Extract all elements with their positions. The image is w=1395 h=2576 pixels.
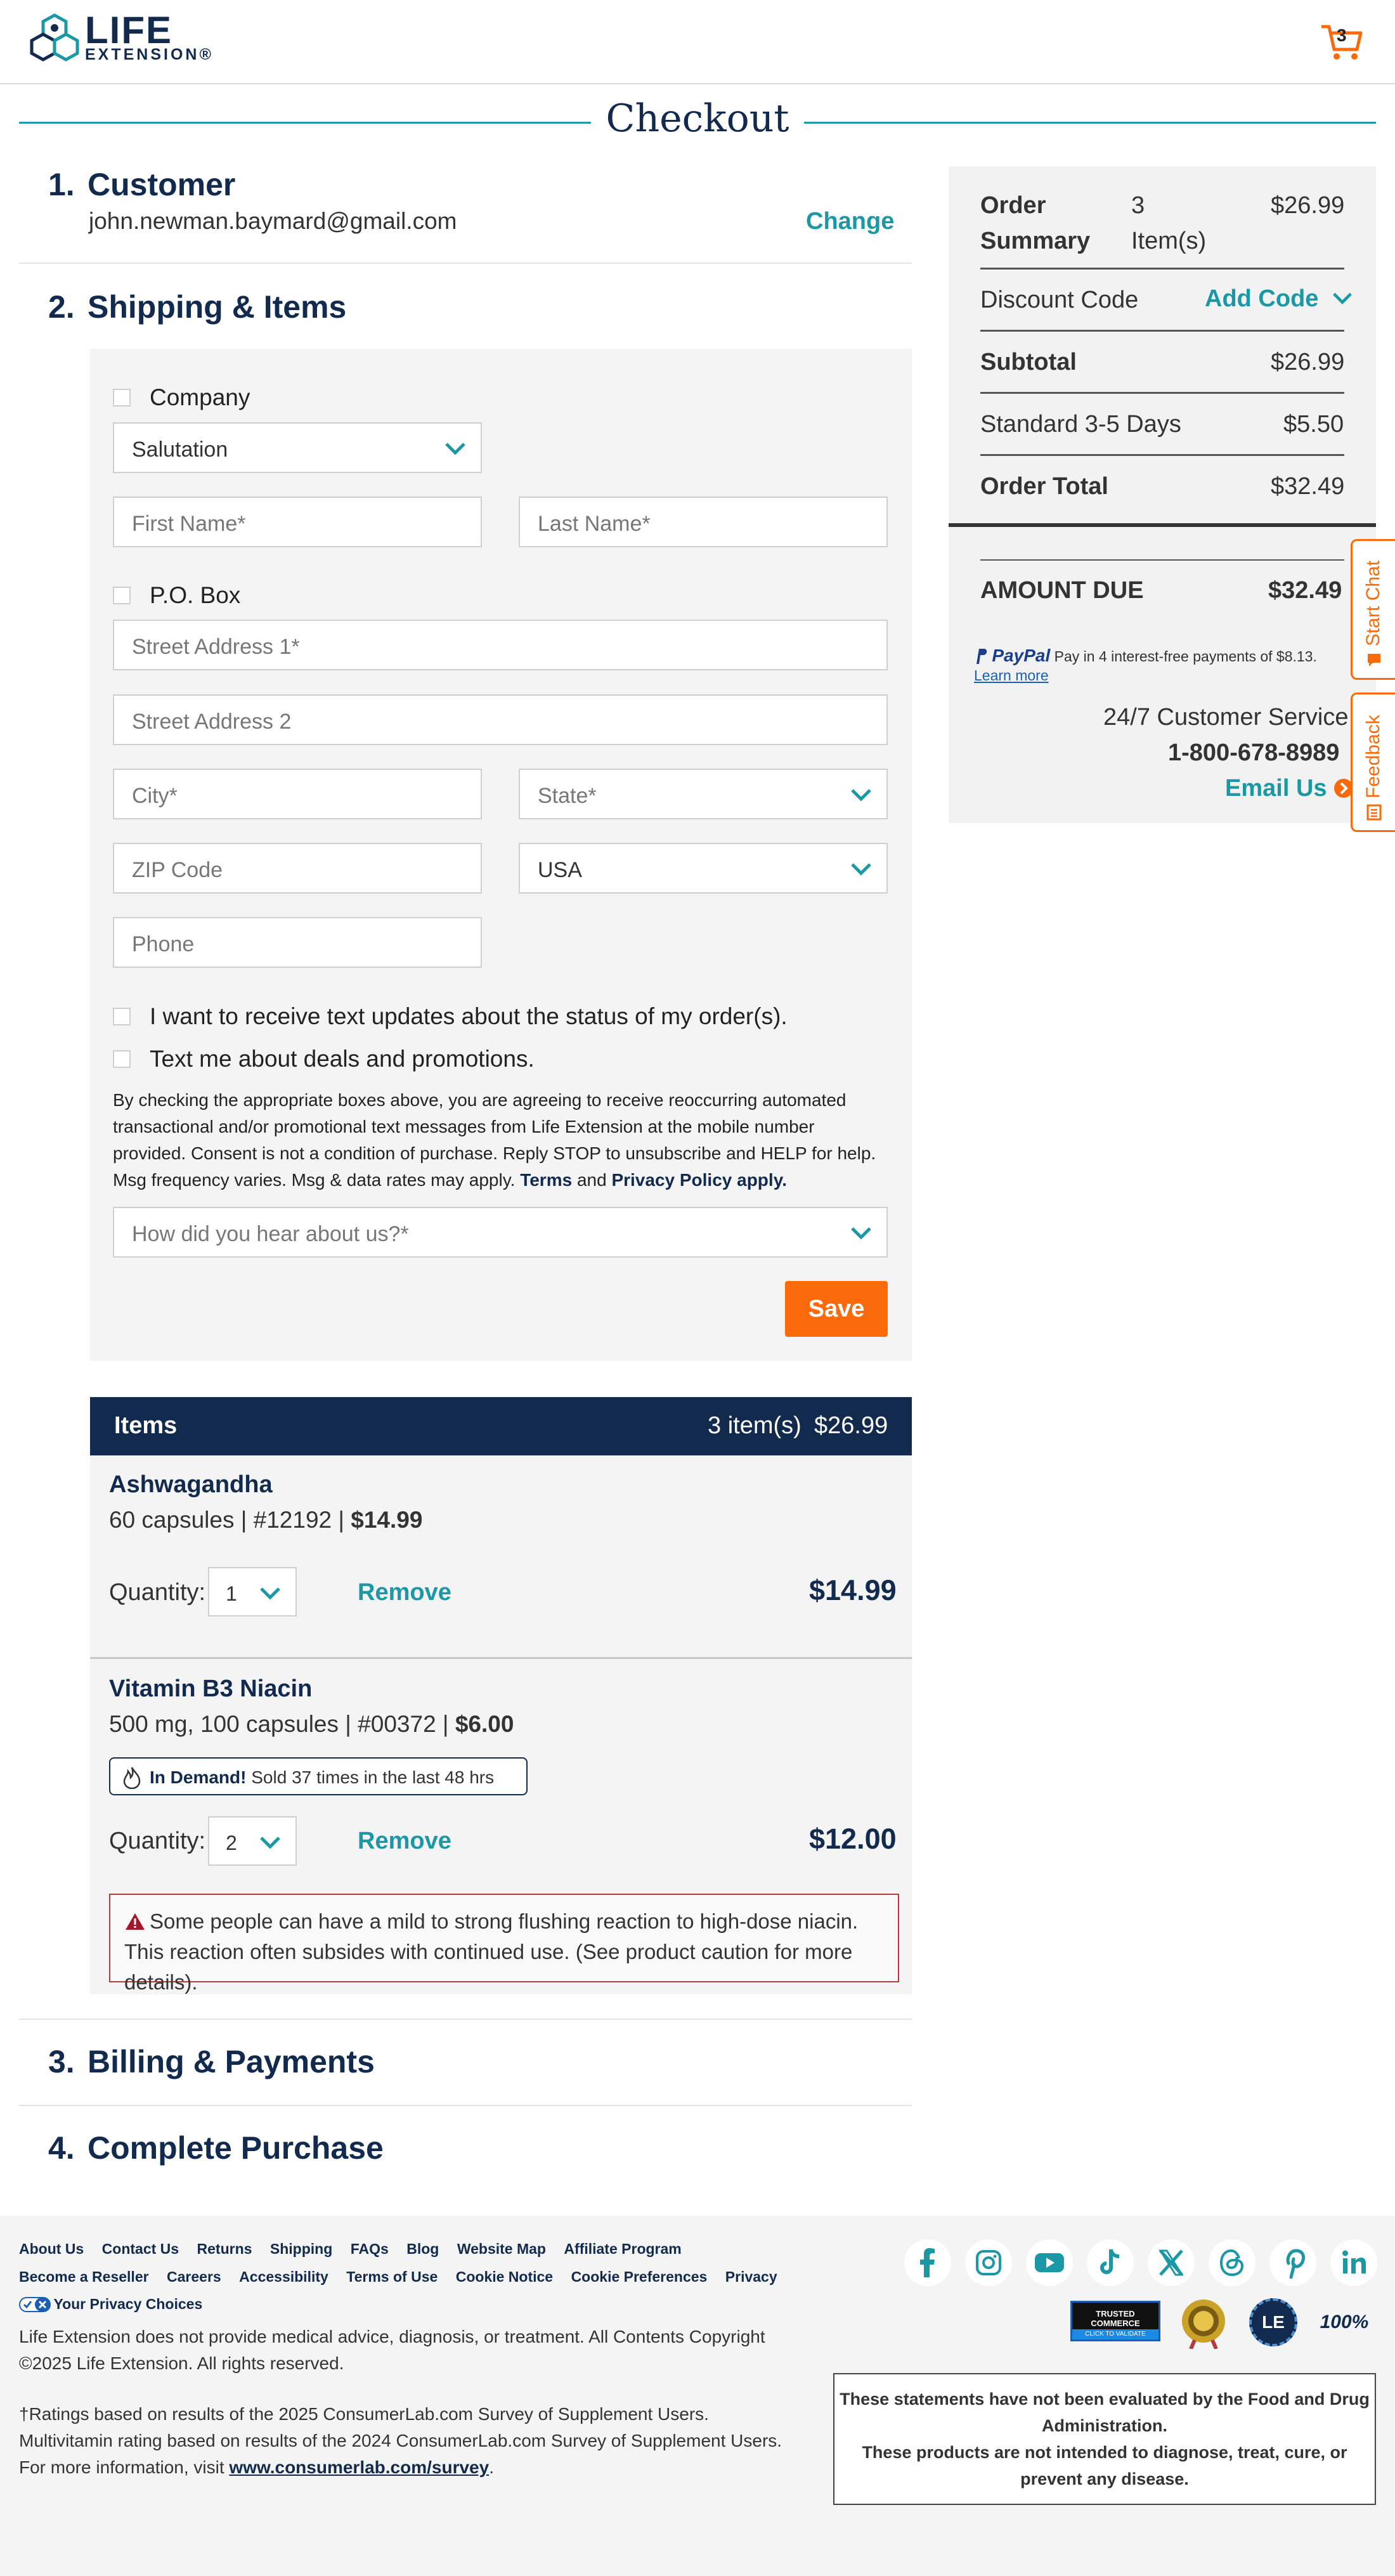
text-deals-label: Text me about deals and promotions. bbox=[150, 1046, 535, 1072]
fda-disclaimer-box bbox=[833, 2373, 1376, 2505]
country-select[interactable] bbox=[519, 843, 888, 894]
add-code-label: Add Code bbox=[1205, 285, 1319, 312]
hear-about-select[interactable] bbox=[113, 1207, 888, 1258]
remove-item-button[interactable]: Remove bbox=[358, 1828, 451, 1854]
items-header bbox=[90, 1397, 912, 1455]
po-box-checkbox[interactable] bbox=[113, 587, 131, 604]
threads-icon[interactable] bbox=[1209, 2239, 1256, 2286]
feedback-tab[interactable] bbox=[1351, 693, 1395, 832]
item-detail bbox=[109, 1507, 422, 1533]
item-unit-price: $6.00 bbox=[455, 1711, 514, 1737]
footer-links-row-2 bbox=[19, 2268, 777, 2286]
trusted-commerce-badge[interactable] bbox=[1070, 2301, 1160, 2341]
logo-icon[interactable] bbox=[29, 13, 80, 63]
disclaimer-line-2: ©2025 Life Extension. All rights reserved. bbox=[19, 2353, 344, 2373]
step-title-complete: Complete Purchase bbox=[88, 2130, 384, 2166]
summary-rule bbox=[980, 559, 1344, 561]
feedback-label: Feedback bbox=[1363, 715, 1384, 798]
ratings-line-3-text: For more information, visit bbox=[19, 2457, 230, 2477]
text-deals-checkbox[interactable] bbox=[113, 1050, 131, 1068]
trusted-validate: CLICK TO VALIDATE bbox=[1072, 2329, 1158, 2339]
footer-link-affiliate[interactable]: Affiliate Program bbox=[564, 2241, 682, 2257]
flame-icon bbox=[122, 1766, 142, 1789]
summary-rule bbox=[980, 392, 1344, 394]
save-button[interactable]: Save bbox=[785, 1281, 888, 1337]
sms-consent-text bbox=[113, 1087, 886, 1194]
state-placeholder: State* bbox=[538, 784, 597, 808]
start-chat-label: Start Chat bbox=[1363, 560, 1384, 646]
ratings-line-2: Multivitamin rating based on results of the 2024 ConsumerLab.com Survey of Supplement Users. bbox=[19, 2431, 782, 2450]
privacy-choices-link[interactable] bbox=[19, 2296, 202, 2313]
summary-rule bbox=[980, 454, 1344, 456]
po-box-label: P.O. Box bbox=[150, 582, 241, 608]
footer-link-cookie-notice[interactable]: Cookie Notice bbox=[455, 2268, 554, 2285]
ratings-line-1: †Ratings based on results of the 2025 ConsumerLab.com Survey of Supplement Users. bbox=[19, 2404, 709, 2424]
footer-link-about[interactable]: About Us bbox=[19, 2241, 84, 2257]
subtotal-value: $26.99 bbox=[1271, 349, 1345, 375]
start-chat-tab[interactable] bbox=[1351, 539, 1395, 680]
zip-placeholder: ZIP Code bbox=[132, 858, 223, 882]
shipping-cost-value: $5.50 bbox=[1283, 411, 1344, 438]
footer-link-privacy[interactable]: Privacy bbox=[725, 2268, 777, 2285]
paypal-brand: PayPal bbox=[992, 646, 1051, 665]
chat-icon bbox=[1365, 651, 1383, 669]
in-demand-label: In Demand! bbox=[150, 1767, 247, 1787]
order-summary-title bbox=[980, 188, 1090, 259]
in-demand-text: Sold 37 times in the last 48 hrs bbox=[251, 1767, 495, 1787]
subtotal-label: Subtotal bbox=[980, 349, 1077, 375]
chevron-down-icon bbox=[850, 788, 873, 802]
fda-line-4: prevent any disease. bbox=[1020, 2469, 1189, 2488]
customer-email: john.newman.baymard@gmail.com bbox=[89, 208, 457, 234]
item-line-total: $14.99 bbox=[809, 1574, 897, 1606]
hear-about-placeholder: How did you hear about us?* bbox=[132, 1222, 409, 1246]
chevron-down-icon bbox=[850, 1226, 873, 1240]
amount-due-value: $32.49 bbox=[1268, 577, 1342, 604]
cart-count-badge[interactable]: 3 bbox=[1337, 25, 1347, 45]
quantity-select[interactable] bbox=[208, 1816, 297, 1866]
chevron-down-icon bbox=[259, 1586, 282, 1600]
chevron-down-icon bbox=[259, 1835, 282, 1849]
chevron-down-icon bbox=[444, 441, 467, 455]
footer-link-accessibility[interactable]: Accessibility bbox=[239, 2268, 328, 2285]
youtube-icon[interactable] bbox=[1026, 2239, 1073, 2286]
paypal-learn-more-link[interactable]: Learn more bbox=[974, 667, 1049, 684]
last-name-placeholder: Last Name* bbox=[538, 512, 651, 536]
quantity-label: Quantity: bbox=[109, 1828, 206, 1854]
paypal-pay-in-4 bbox=[974, 646, 1380, 684]
summary-items-total: $26.99 bbox=[1271, 192, 1345, 219]
country-value: USA bbox=[538, 858, 582, 882]
street1-placeholder: Street Address 1* bbox=[132, 635, 300, 659]
customer-service-phone[interactable]: 1-800-678-8989 bbox=[1168, 739, 1340, 766]
step-number-billing: 3. bbox=[48, 2044, 75, 2079]
privacy-choices-icon bbox=[19, 2297, 51, 2312]
state-select[interactable] bbox=[519, 769, 888, 819]
logo-text[interactable]: LIFE bbox=[85, 9, 172, 51]
step-number-shipping: 2. bbox=[48, 289, 75, 325]
award-medal-icon[interactable] bbox=[1178, 2297, 1229, 2349]
change-customer-link[interactable]: Change bbox=[806, 208, 895, 235]
logo-subtext[interactable]: EXTENSION® bbox=[85, 46, 214, 63]
item-detail bbox=[109, 1711, 514, 1738]
company-label: Company bbox=[150, 384, 250, 410]
disclaimer-line-1: Life Extension does not provide medical advice, diagnosis, or treatment. All Contents Copyright bbox=[19, 2327, 765, 2346]
street2-placeholder: Street Address 2 bbox=[132, 710, 292, 734]
fda-line-1: These statements have not been evaluated by the Food and Drug bbox=[840, 2390, 1370, 2409]
email-us-label: Email Us bbox=[1225, 775, 1327, 802]
salutation-value: Salutation bbox=[132, 438, 228, 462]
ratings-note bbox=[19, 2401, 782, 2481]
quantity-value: 2 bbox=[226, 1831, 237, 1854]
quantity-value: 1 bbox=[226, 1582, 237, 1605]
footer-link-terms[interactable]: Terms of Use bbox=[346, 2268, 438, 2285]
footer-link-contact[interactable]: Contact Us bbox=[101, 2241, 179, 2257]
customer-service-label: 24/7 Customer Service bbox=[1103, 704, 1349, 731]
warning-text: Some people can have a mild to strong flushing reaction to high-dose niacin. This reaction often subsides with continued use. (See product caution for more details). bbox=[124, 1909, 859, 1994]
step-title-billing: Billing & Payments bbox=[88, 2044, 375, 2079]
chevron-down-icon bbox=[1332, 291, 1353, 305]
footer-links-row-1 bbox=[19, 2241, 682, 2258]
shipping-method-label: Standard 3-5 Days bbox=[980, 411, 1181, 438]
street-address-1-field[interactable] bbox=[113, 620, 888, 670]
page-title: Checkout bbox=[0, 96, 1395, 141]
last-name-field[interactable] bbox=[519, 497, 888, 547]
paypal-offer-text: Pay in 4 interest-free payments of $8.13. bbox=[1054, 648, 1317, 665]
remove-item-button[interactable]: Remove bbox=[358, 1579, 451, 1606]
x-icon[interactable] bbox=[1148, 2239, 1195, 2286]
chevron-down-icon bbox=[850, 862, 873, 876]
add-code-link[interactable] bbox=[1205, 285, 1353, 313]
summary-item-count-number: 3 bbox=[1131, 192, 1145, 219]
footer-link-careers[interactable]: Careers bbox=[167, 2268, 221, 2285]
first-name-field[interactable] bbox=[113, 497, 482, 547]
item-name[interactable]: Vitamin B3 Niacin bbox=[109, 1675, 313, 1702]
summary-rule bbox=[980, 330, 1344, 332]
order-summary-title-line1: Order bbox=[980, 192, 1046, 219]
footer-link-cookie-preferences[interactable]: Cookie Preferences bbox=[571, 2268, 708, 2285]
fda-line-2: Administration. bbox=[1041, 2416, 1167, 2435]
ratings-line-3 bbox=[19, 2454, 782, 2481]
item-name[interactable]: Ashwagandha bbox=[109, 1471, 273, 1498]
step-title-shipping: Shipping & Items bbox=[88, 289, 347, 325]
divider bbox=[19, 2105, 912, 2106]
quantity-select[interactable] bbox=[208, 1567, 297, 1617]
items-header-total: $26.99 bbox=[814, 1412, 888, 1439]
phone-placeholder: Phone bbox=[132, 932, 195, 956]
street-address-2-field[interactable] bbox=[113, 694, 888, 745]
divider bbox=[19, 2019, 912, 2020]
email-us-link[interactable] bbox=[1225, 775, 1354, 802]
linkedin-icon[interactable] bbox=[1330, 2239, 1377, 2286]
pinterest-icon[interactable] bbox=[1269, 2239, 1316, 2286]
salutation-select[interactable] bbox=[113, 422, 482, 473]
city-field[interactable] bbox=[113, 769, 482, 819]
summary-item-count bbox=[1131, 188, 1206, 259]
facebook-icon[interactable] bbox=[904, 2239, 951, 2286]
consent-body: By checking the appropriate boxes above, you are agreeing to receive reoccurring automated transactional and/or promotional text messages from Life Extension at the mobile number provided. Consent is not a condition of purchase. Reply STOP to unsubscribe and HELP for help. Msg frequency varies. Msg & data rates may apply. bbox=[113, 1090, 876, 1190]
company-checkbox[interactable] bbox=[113, 389, 131, 407]
medical-disclaimer bbox=[19, 2324, 765, 2377]
items-header-label: Items bbox=[114, 1412, 178, 1439]
zip-code-field[interactable] bbox=[113, 843, 482, 894]
footer-link-blog[interactable]: Blog bbox=[406, 2241, 439, 2257]
step-number-complete: 4. bbox=[48, 2130, 75, 2166]
city-placeholder: City* bbox=[132, 784, 178, 808]
footer-link-shipping[interactable]: Shipping bbox=[269, 2241, 333, 2257]
fda-line-3: These products are not intended to diagnose, treat, cure, or bbox=[862, 2443, 1347, 2462]
site-header bbox=[0, 0, 1395, 84]
step-title-customer: Customer bbox=[88, 167, 236, 202]
text-updates-checkbox[interactable] bbox=[113, 1008, 131, 1025]
footer-link-returns[interactable]: Returns bbox=[197, 2241, 252, 2257]
phone-field[interactable] bbox=[113, 917, 482, 968]
divider bbox=[19, 263, 912, 264]
amount-due-label: AMOUNT DUE bbox=[980, 577, 1144, 604]
footer-link-reseller[interactable]: Become a Reseller bbox=[19, 2268, 149, 2285]
privacy-policy-link[interactable]: Privacy Policy apply. bbox=[611, 1170, 787, 1190]
guarantee-100-badge[interactable]: 100% bbox=[1320, 2312, 1369, 2332]
summary-thick-rule bbox=[949, 523, 1376, 527]
ratings-line-3-end: . bbox=[489, 2457, 494, 2477]
item-line-total: $12.00 bbox=[809, 1823, 897, 1855]
order-total-label: Order Total bbox=[980, 473, 1108, 500]
step-number-customer: 1. bbox=[48, 167, 75, 202]
trusted-line-1: TRUSTED bbox=[1096, 2309, 1135, 2319]
terms-link[interactable]: Terms bbox=[520, 1170, 573, 1190]
first-name-placeholder: First Name* bbox=[132, 512, 246, 536]
paypal-icon bbox=[974, 647, 988, 665]
order-total-value: $32.49 bbox=[1271, 473, 1345, 500]
feedback-icon bbox=[1365, 803, 1383, 821]
warning-icon bbox=[124, 1912, 146, 1931]
consent-and: and bbox=[576, 1170, 607, 1190]
item-unit-price: $14.99 bbox=[351, 1507, 423, 1533]
text-updates-label: I want to receive text updates about the status of my order(s). bbox=[150, 1003, 788, 1029]
footer-link-faqs[interactable]: FAQs bbox=[350, 2241, 389, 2257]
instagram-icon[interactable] bbox=[965, 2239, 1012, 2286]
discount-code-label: Discount Code bbox=[980, 287, 1139, 313]
item-detail-text: 60 capsules | #12192 | bbox=[109, 1507, 351, 1533]
privacy-choices-label: Your Privacy Choices bbox=[53, 2296, 203, 2312]
items-header-count: 3 item(s) bbox=[708, 1412, 801, 1439]
tiktok-icon[interactable] bbox=[1087, 2239, 1134, 2286]
order-summary-title-line2: Summary bbox=[980, 228, 1091, 254]
quantity-label: Quantity: bbox=[109, 1579, 206, 1606]
item-divider bbox=[90, 1657, 912, 1659]
footer-link-website-map[interactable]: Website Map bbox=[457, 2241, 546, 2257]
le-seal-badge[interactable]: LE bbox=[1249, 2298, 1297, 2346]
summary-item-count-label: Item(s) bbox=[1131, 228, 1207, 254]
item-detail-text: 500 mg, 100 capsules | #00372 | bbox=[109, 1711, 455, 1737]
summary-rule bbox=[980, 268, 1344, 270]
trusted-line-2: COMMERCE bbox=[1091, 2319, 1140, 2328]
consumerlab-link[interactable]: www.consumerlab.com/survey bbox=[229, 2457, 490, 2477]
in-demand-badge bbox=[109, 1757, 528, 1795]
niacin-warning bbox=[109, 1894, 899, 1994]
